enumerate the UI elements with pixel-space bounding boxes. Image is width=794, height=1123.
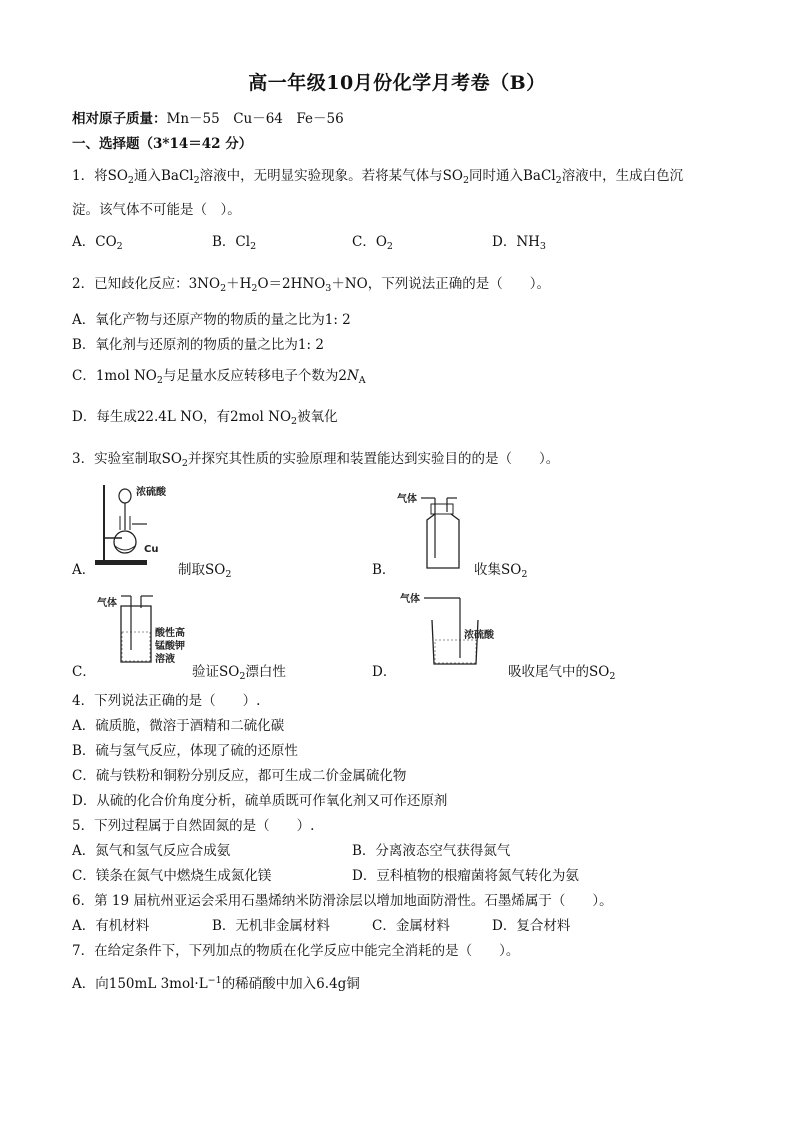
section-heading: 一、选择题（3*14＝42 分） <box>72 136 253 152</box>
subscript: 2 <box>193 175 200 186</box>
question-3-stem <box>72 447 559 467</box>
question-7-stem: 7．在给定条件下，下列加点的物质在化学反应中能完全消耗的是（ ）。 <box>72 943 520 959</box>
q2-option-b[interactable]: B．氧化剂与还原剂的物质的量之比为1: 2 <box>72 337 324 353</box>
q3-option-d-text <box>508 660 615 680</box>
q4-option-b[interactable]: B．硫与氢气反应，体现了硫的还原性 <box>72 743 298 759</box>
text: 同时通入 <box>469 168 524 184</box>
formula: SO <box>107 168 128 184</box>
q3-option-b-label[interactable]: B． <box>372 562 396 578</box>
fig-d-acid-label: 浓硫酸 <box>464 630 494 641</box>
option-label: C． <box>352 234 376 250</box>
page-title: 高一年级10月份化学月考卷（B） <box>248 72 546 94</box>
q6-option-a[interactable]: A．有机材料 <box>72 918 150 934</box>
subscript: 2 <box>521 569 528 580</box>
option-text: CO <box>95 234 117 250</box>
atomic-mass-line <box>72 107 344 127</box>
avogadro-symbol: N <box>346 368 359 384</box>
equation: ＋H <box>226 276 252 292</box>
q4-option-c[interactable]: C．硫与铁粉和铜粉分别反应，都可生成二价金属硫化物 <box>72 768 407 784</box>
subscript: 2 <box>181 458 188 469</box>
text: 溶液中，无明显实验现象。若将某气体与 <box>199 168 443 184</box>
text: 的稀硝酸中加入6.4g铜 <box>221 976 360 992</box>
formula: SO <box>161 451 182 467</box>
option-text: O <box>375 234 387 250</box>
subscript: 2 <box>609 671 616 682</box>
text: 吸收尾气中的SO <box>508 664 610 680</box>
equation: ＋NO <box>331 276 368 292</box>
q2-option-d[interactable] <box>72 405 338 425</box>
formula: BaCl <box>523 168 556 184</box>
option-label: D． <box>492 234 517 250</box>
fig-a-cu-label: Cu <box>144 544 159 555</box>
subscript: 2 <box>462 175 470 186</box>
text: 验证SO <box>192 664 240 680</box>
text: 漂白性 <box>245 664 286 680</box>
subscript: 2 <box>251 283 258 294</box>
question-1-stem <box>72 164 683 184</box>
q6-option-d[interactable]: D．复合材料 <box>492 918 571 934</box>
superscript: −1 <box>207 975 222 986</box>
fig-c-label-2: 锰酸钾 <box>155 641 185 652</box>
text: 收集SO <box>474 562 522 578</box>
atomic-mass-values: Mn－55 Cu－64 Fe－56 <box>166 111 344 127</box>
q2-option-a[interactable]: A．氧化产物与还原产物的物质的量之比为1: 2 <box>72 312 351 328</box>
q1-option-c[interactable] <box>352 230 393 250</box>
text: 1．将 <box>72 168 108 184</box>
apparatus-a-figure <box>92 480 182 575</box>
question-4-stem: 4．下列说法正确的是（ ）. <box>72 693 261 709</box>
apparatus-c-figure <box>95 588 195 668</box>
subscript: 2 <box>291 416 298 427</box>
option-label: B． <box>212 234 236 250</box>
question-2-stem <box>72 272 550 292</box>
text: 3．实验室制取 <box>72 451 162 467</box>
option-text: Cl <box>235 234 251 250</box>
option-label: A． <box>72 234 96 250</box>
fig-d-gas-label: 气体 <box>400 594 420 605</box>
q1-option-d[interactable] <box>492 230 546 250</box>
subscript: 2 <box>116 241 123 252</box>
q5-option-d[interactable]: D．豆科植物的根瘤菌将氮气转化为氨 <box>352 868 579 884</box>
fig-c-label-1: 酸性高 <box>155 628 185 639</box>
text: 2．已知歧化反应： <box>72 276 189 292</box>
equation: O＝2HNO <box>257 276 326 292</box>
text: 并探究其性质的实验原理和装置能达到实验目的的是（ ）。 <box>187 451 560 467</box>
q5-option-c[interactable]: C．镁条在氮气中燃烧生成氮化镁 <box>72 868 272 884</box>
formula: SO <box>442 168 463 184</box>
formula: BaCl <box>160 168 194 184</box>
subscript: 2 <box>250 241 257 252</box>
subscript: 2 <box>239 671 246 682</box>
q5-option-b[interactable]: B．分离液态空气获得氮气 <box>352 843 511 859</box>
question-1-stem-cont: 淀。该气体不可能是（ ）。 <box>72 202 241 218</box>
subscript: 3 <box>325 283 332 294</box>
fig-c-label-3: 溶液 <box>155 654 175 665</box>
equation: 3NO <box>188 276 221 292</box>
text: C．1mol NO <box>72 368 157 384</box>
subscript: 2 <box>386 241 393 252</box>
fig-b-gas-label: 气体 <box>397 494 417 505</box>
q5-option-a[interactable]: A．氮气和氢气反应合成氨 <box>72 843 231 859</box>
fig-c-gas-label: 气体 <box>97 598 117 609</box>
text: 被氧化 <box>297 409 338 425</box>
text: 与足量水反应转移电子个数为2 <box>162 368 347 384</box>
subscript: 2 <box>225 569 232 580</box>
apparatus-d-figure <box>398 588 498 668</box>
subscript: 2 <box>220 283 227 294</box>
q1-option-b[interactable] <box>212 230 256 250</box>
q3-option-a-text <box>178 558 231 578</box>
text: ，下列说法正确的是（ ）。 <box>367 276 550 292</box>
subscript: 2 <box>127 175 134 186</box>
text: 制取SO <box>178 562 226 578</box>
question-6-stem: 6．第 19 届杭州亚运会采用石墨烯纳米防滑涂层以增加地面防滑性。石墨烯属于（ ）。 <box>72 893 613 909</box>
q1-option-a[interactable] <box>72 230 123 250</box>
subscript: 2 <box>555 175 562 186</box>
q4-option-a[interactable]: A．硫质脆，微溶于酒精和二硫化碳 <box>72 718 285 734</box>
q3-option-c-text <box>192 660 286 680</box>
q6-option-b[interactable]: B．无机非金属材料 <box>212 918 330 934</box>
fig-a-acid-label: 浓硫酸 <box>136 487 166 498</box>
text: D．每生成22.4L NO，有2mol NO <box>72 409 292 425</box>
subscript: 3 <box>539 241 546 252</box>
q3-option-a-label[interactable]: A． <box>72 562 96 578</box>
q2-option-c[interactable] <box>72 364 366 384</box>
q3-option-b-text <box>474 558 527 578</box>
q3-option-c-label[interactable]: C． <box>72 664 96 680</box>
text: A．向150mL 3mol·L <box>72 976 208 992</box>
q6-option-c[interactable]: C．金属材料 <box>372 918 450 934</box>
question-5-stem: 5．下列过程属于自然固氮的是（ ）. <box>72 818 315 834</box>
q4-option-d[interactable]: D．从硫的化合价角度分析，硫单质既可作氧化剂又可作还原剂 <box>72 793 448 809</box>
subscript: 2 <box>156 375 163 386</box>
apparatus-b-figure <box>395 488 475 573</box>
subscript: A <box>358 375 366 386</box>
q7-option-a[interactable] <box>72 972 360 992</box>
text: 通入 <box>133 168 161 184</box>
q3-option-d-label[interactable]: D． <box>372 664 397 680</box>
option-text: NH <box>516 234 540 250</box>
text: 溶液中，生成白色沉 <box>561 168 684 184</box>
atomic-mass-label: 相对原子质量： <box>72 111 167 127</box>
